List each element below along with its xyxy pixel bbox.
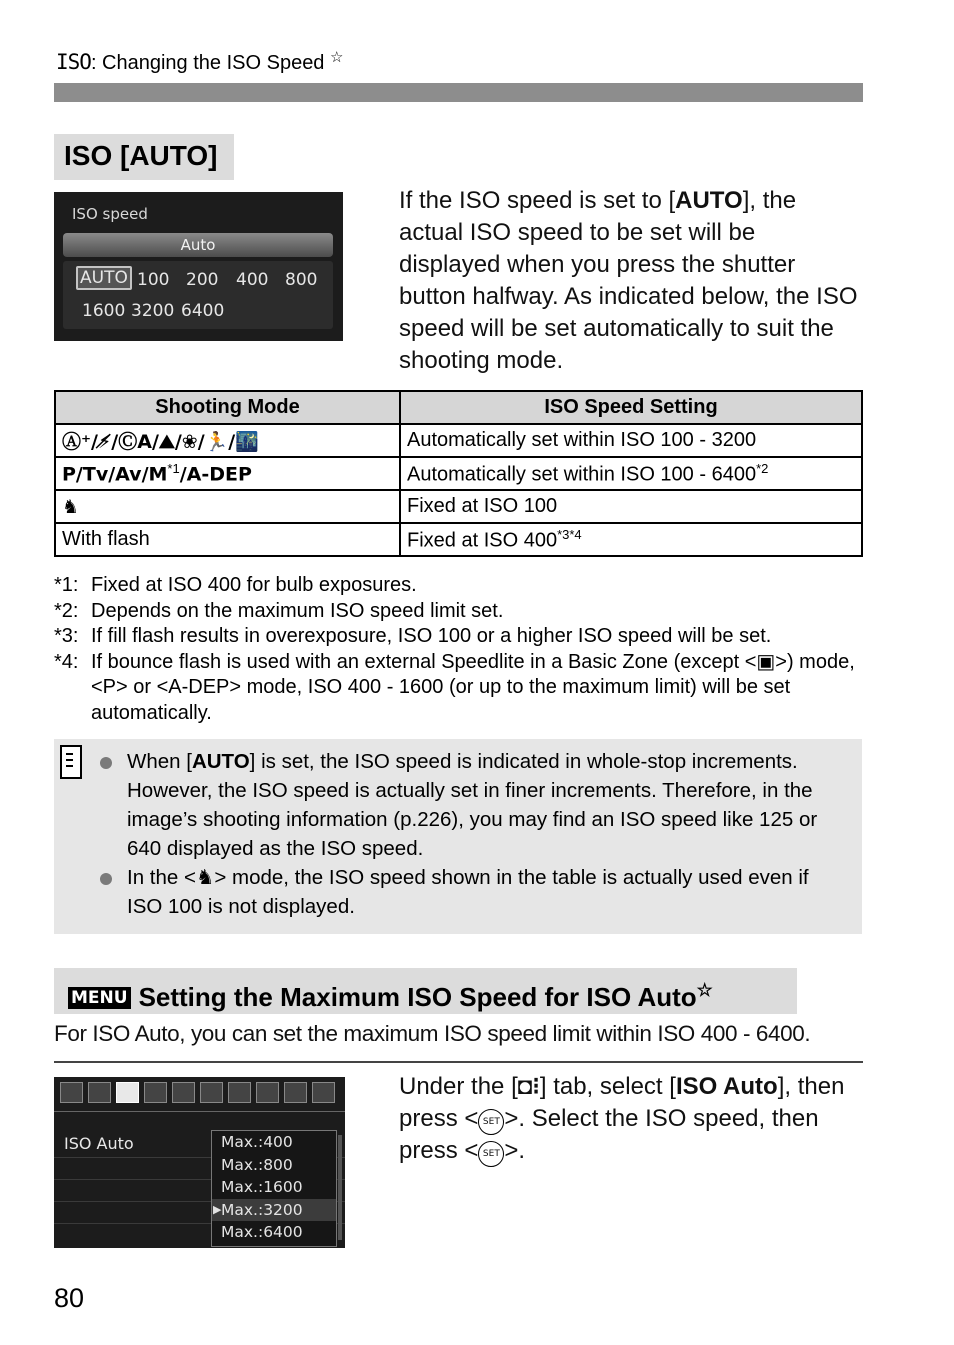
menu-tab-icon bbox=[312, 1082, 335, 1103]
column-header: ISO Speed Setting bbox=[400, 391, 862, 424]
set-button-icon: SET bbox=[478, 1109, 504, 1135]
tab-icon: ◘⁝ bbox=[517, 1073, 540, 1100]
section-heading-max-iso bbox=[54, 968, 797, 1014]
footnote-mark: *3: bbox=[54, 625, 79, 647]
setting-text: Fixed at ISO 400 bbox=[407, 529, 558, 552]
menu-tab-icon bbox=[200, 1082, 223, 1103]
footnotes bbox=[54, 573, 864, 726]
iso-setting-cell bbox=[400, 523, 862, 556]
footnote-ref: *2 bbox=[756, 460, 769, 476]
column-header: Shooting Mode bbox=[55, 391, 400, 424]
iso-mode-table bbox=[54, 390, 863, 557]
iso-option: 6400 bbox=[181, 301, 225, 321]
divider bbox=[54, 1061, 863, 1063]
text-run: In the <♞> mode, the ISO speed shown in the table is actually used even if ISO 100 is not displayed. bbox=[127, 866, 809, 918]
set-button-icon: SET bbox=[478, 1141, 504, 1167]
memo-icon bbox=[60, 745, 82, 779]
iso-option-auto: AUTO bbox=[76, 266, 132, 290]
screen-auto-bar: Auto bbox=[63, 233, 333, 257]
bullet-icon bbox=[100, 873, 112, 885]
menu-tab-icon bbox=[256, 1082, 279, 1103]
heading-text: Setting the Maximum ISO Speed for ISO Auto bbox=[138, 982, 697, 1012]
camera-screen-iso-auto bbox=[54, 1077, 345, 1248]
menu-item-label: ISO Auto bbox=[64, 1134, 134, 1153]
section-heading-iso-auto: ISO [AUTO] bbox=[54, 134, 234, 180]
iso-setting-cell: Fixed at ISO 100 bbox=[400, 490, 862, 523]
iso-option: 100 bbox=[137, 270, 170, 290]
dropdown-option: Max.:400 bbox=[221, 1133, 293, 1151]
mode-glyphs: P/Tv/Av/M bbox=[62, 463, 168, 486]
text-run: Under the [ bbox=[399, 1073, 518, 1100]
menu-tab-icon bbox=[172, 1082, 195, 1103]
table-row bbox=[55, 457, 862, 490]
scrollbar bbox=[338, 1135, 342, 1240]
text-run: ] is set, the ISO speed is indicated in whole-stop increments. However, the ISO speed is actually set in finer increments. Therefore, in the image’s shooting information (p.226), you may find an ISO speed like 125 or 640 displayed as the ISO speed. bbox=[127, 750, 818, 860]
footnote-mark: *4: bbox=[54, 650, 79, 673]
portrait-mode-icon: ♞ bbox=[55, 490, 400, 523]
iso-option: 800 bbox=[285, 270, 318, 290]
menu-tab-icon bbox=[284, 1082, 307, 1103]
running-header bbox=[56, 48, 343, 75]
instruction-text bbox=[399, 1071, 869, 1167]
list-item bbox=[100, 863, 830, 921]
iso-option: 3200 bbox=[131, 301, 175, 321]
header-title: : Changing the ISO Speed bbox=[90, 52, 325, 74]
text-run: >. Select the ISO speed, then press < bbox=[399, 1105, 819, 1164]
menu-icon: MENU bbox=[68, 987, 131, 1009]
mode-cell: With flash bbox=[55, 523, 400, 556]
iso-option: 400 bbox=[236, 270, 269, 290]
menu-tab-icon bbox=[60, 1082, 83, 1103]
header-bar bbox=[54, 83, 863, 102]
text-run: If the ISO speed is set to [ bbox=[399, 187, 676, 214]
footnote bbox=[54, 573, 864, 599]
dropdown-option: Max.:6400 bbox=[221, 1223, 303, 1241]
bullet-icon bbox=[100, 757, 112, 769]
footnote-ref: *1 bbox=[167, 460, 180, 476]
menu-tab-icon bbox=[228, 1082, 251, 1103]
footnote-ref: *3*4 bbox=[557, 526, 582, 542]
screen-title: ISO speed bbox=[72, 205, 148, 223]
selector-icon: ▶ bbox=[213, 1202, 222, 1216]
iso-icon: ISO bbox=[56, 50, 91, 74]
divider bbox=[54, 1111, 345, 1112]
table-row bbox=[55, 424, 862, 457]
setting-text: Automatically set within ISO 100 - 6400 bbox=[407, 463, 757, 486]
mode-glyphs: /A-DEP bbox=[179, 463, 252, 486]
iso-setting-cell: Automatically set within ISO 100 - 3200 bbox=[400, 424, 862, 457]
footnote-text: Depends on the maximum ISO speed limit set. bbox=[91, 599, 504, 622]
star-icon: ☆ bbox=[330, 49, 344, 66]
list-item bbox=[100, 747, 830, 863]
text-run: >. bbox=[504, 1137, 526, 1164]
footnote bbox=[54, 650, 864, 727]
iso-option: 1600 bbox=[82, 301, 126, 321]
iso-auto-description bbox=[399, 185, 859, 377]
footnote bbox=[54, 624, 864, 650]
memo-box bbox=[54, 739, 862, 934]
text-bold: AUTO bbox=[191, 750, 250, 773]
iso-setting-cell bbox=[400, 457, 862, 490]
table-header-row bbox=[55, 391, 862, 424]
text-run: ] tab, select [ bbox=[539, 1073, 676, 1100]
dropdown-option-selected bbox=[212, 1199, 336, 1222]
table-row bbox=[55, 490, 862, 523]
mode-creative-zone bbox=[55, 457, 400, 490]
dropdown-option: Max.:1600 bbox=[221, 1178, 303, 1196]
memo-list bbox=[100, 747, 830, 921]
menu-tab-icon bbox=[144, 1082, 167, 1103]
footnote-text: If fill flash results in overexposure, ISO 100 or a higher ISO speed will be set. bbox=[91, 625, 772, 647]
page-number: 80 bbox=[54, 1283, 85, 1313]
dropdown-option: Max.:800 bbox=[221, 1155, 293, 1174]
table-row bbox=[55, 523, 862, 556]
iso-value-panel bbox=[63, 261, 333, 329]
footnote-text: Fixed at ISO 400 for bulb exposures. bbox=[91, 574, 417, 596]
menu-tabs bbox=[60, 1082, 335, 1106]
option-text: Max.:3200 bbox=[221, 1200, 303, 1219]
camera-screen-iso-speed bbox=[54, 192, 343, 341]
text-bold: ISO Auto bbox=[675, 1073, 778, 1100]
text-run: ], the actual ISO speed to be set will be displayed when you press the shutter button halfway. As indicated below, the ISO speed will be set automatically to suit the shooting mode. bbox=[399, 187, 858, 374]
max-iso-dropdown bbox=[211, 1130, 337, 1247]
section-intro: For ISO Auto, you can set the maximum ISO speed limit within ISO 400 - 6400. bbox=[54, 1021, 811, 1046]
mode-icons-basic-zone: Ⓐ⁺/⚡̸/ⒸA/⛰/❀/🏃/🌃 bbox=[55, 424, 400, 457]
menu-tab-icon bbox=[88, 1082, 111, 1103]
footnote-mark: *2: bbox=[54, 599, 79, 622]
text-run: ], then press < bbox=[399, 1073, 845, 1132]
iso-option: 200 bbox=[186, 270, 219, 290]
text-bold: AUTO bbox=[675, 187, 743, 214]
text-run: When [ bbox=[127, 750, 192, 773]
footnote bbox=[54, 599, 864, 625]
star-icon: ☆ bbox=[696, 980, 713, 1000]
menu-tab-icon-active bbox=[116, 1082, 139, 1103]
footnote-mark: *1: bbox=[54, 574, 79, 596]
footnote-text: If bounce flash is used with an external Speedlite in a Basic Zone (except <▣>) mode, <P> or <A-DEP> mode, ISO 400 - 1600 (or up to the maximum limit) will be set automatically. bbox=[91, 650, 855, 724]
